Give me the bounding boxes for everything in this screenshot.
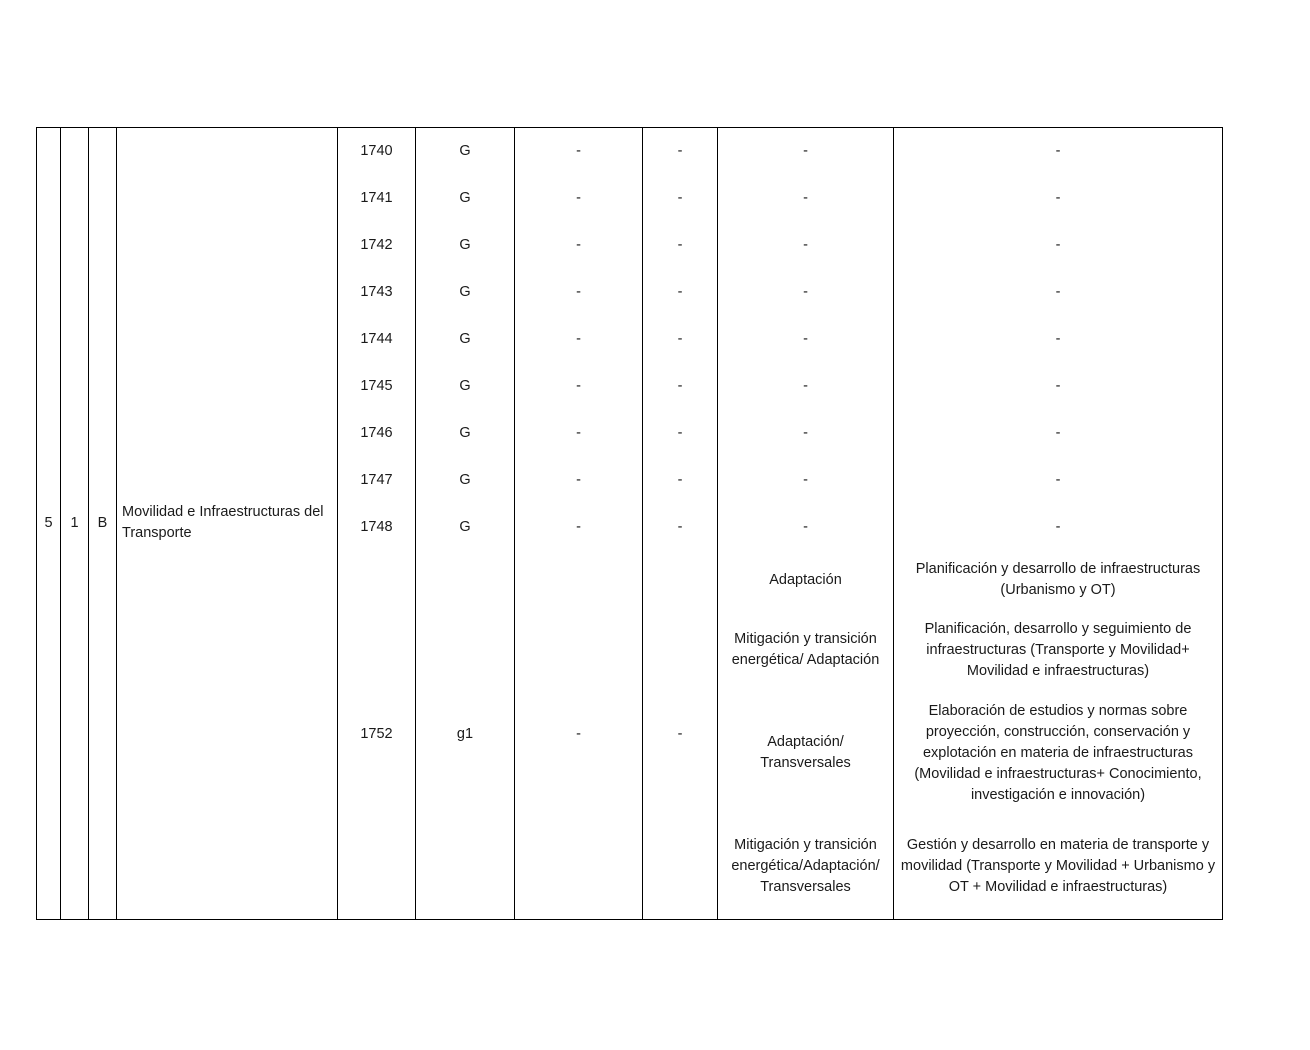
cell-c6: -: [894, 457, 1223, 504]
cell-c4: -: [643, 363, 718, 410]
cell-c4: -: [643, 457, 718, 504]
cell-c6: Planificación, desarrollo y seguimiento de infraestructuras (Transporte y Movilidad+ Movilidad e infraestructuras): [894, 609, 1223, 691]
cell-code: 1752: [338, 551, 416, 919]
cell-c6: Gestión y desarrollo en materia de transporte y movilidad (Transporte y Movilidad + Urbanismo y OT + Movilidad e infraestructuras): [894, 815, 1223, 919]
cell-c5: -: [718, 175, 894, 222]
cell-code: 1740: [338, 128, 416, 176]
cell-c4: -: [643, 128, 718, 176]
cell-c5: -: [718, 504, 894, 551]
cell-c6: -: [894, 222, 1223, 269]
cell-type: G: [416, 175, 515, 222]
cell-c6: -: [894, 175, 1223, 222]
cell-c6: -: [894, 316, 1223, 363]
cell-type: G: [416, 504, 515, 551]
cell-col2: 1: [61, 128, 89, 920]
cell-c5: Adaptación: [718, 551, 894, 609]
cell-type: G: [416, 128, 515, 176]
cell-type: G: [416, 457, 515, 504]
cell-c3: -: [515, 222, 643, 269]
cell-code: 1743: [338, 269, 416, 316]
cell-c3: -: [515, 128, 643, 176]
cell-c3: -: [515, 316, 643, 363]
cell-c6: -: [894, 504, 1223, 551]
cell-type: G: [416, 363, 515, 410]
cell-c5: -: [718, 410, 894, 457]
cell-code: 1747: [338, 457, 416, 504]
cell-c4: -: [643, 222, 718, 269]
cell-code: 1746: [338, 410, 416, 457]
cell-c3: -: [515, 504, 643, 551]
cell-c4: -: [643, 504, 718, 551]
cell-c4: -: [643, 551, 718, 919]
cell-c6: -: [894, 269, 1223, 316]
cell-c6: -: [894, 410, 1223, 457]
cell-c6: Planificación y desarrollo de infraestructuras (Urbanismo y OT): [894, 551, 1223, 609]
cell-c3: -: [515, 551, 643, 919]
cell-type: G: [416, 269, 515, 316]
cell-c6: Elaboración de estudios y normas sobre proyección, construcción, conservación y explotación en materia de infraestructuras (Movilidad e infraestructuras+ Conocimiento, investigación e innovación): [894, 691, 1223, 815]
cell-col1: 5: [37, 128, 61, 920]
cell-c5: -: [718, 269, 894, 316]
cell-type: G: [416, 316, 515, 363]
cell-c3: -: [515, 457, 643, 504]
cell-c4: -: [643, 269, 718, 316]
cell-c6: -: [894, 363, 1223, 410]
data-table: [36, 127, 1223, 920]
cell-code: 1742: [338, 222, 416, 269]
cell-c3: -: [515, 269, 643, 316]
cell-type: G: [416, 222, 515, 269]
cell-code: 1748: [338, 504, 416, 551]
cell-c3: -: [515, 175, 643, 222]
cell-c3: -: [515, 363, 643, 410]
cell-c5: Mitigación y transición energética/Adaptación/ Transversales: [718, 815, 894, 919]
cell-code: 1744: [338, 316, 416, 363]
cell-type: G: [416, 410, 515, 457]
cell-c5: -: [718, 128, 894, 176]
cell-c5: Mitigación y transición energética/ Adaptación: [718, 609, 894, 691]
cell-area: Movilidad e Infraestructuras del Transporte: [117, 128, 338, 920]
cell-c5: -: [718, 316, 894, 363]
cell-col3: B: [89, 128, 117, 920]
cell-c5: -: [718, 457, 894, 504]
cell-code: 1741: [338, 175, 416, 222]
cell-c5: -: [718, 363, 894, 410]
cell-c5: Adaptación/ Transversales: [718, 691, 894, 815]
cell-c4: -: [643, 316, 718, 363]
cell-c4: -: [643, 175, 718, 222]
cell-c5: -: [718, 222, 894, 269]
cell-c3: -: [515, 410, 643, 457]
table-row: [37, 128, 1223, 176]
cell-code: 1745: [338, 363, 416, 410]
cell-type: g1: [416, 551, 515, 919]
cell-c4: -: [643, 410, 718, 457]
cell-c6: -: [894, 128, 1223, 176]
